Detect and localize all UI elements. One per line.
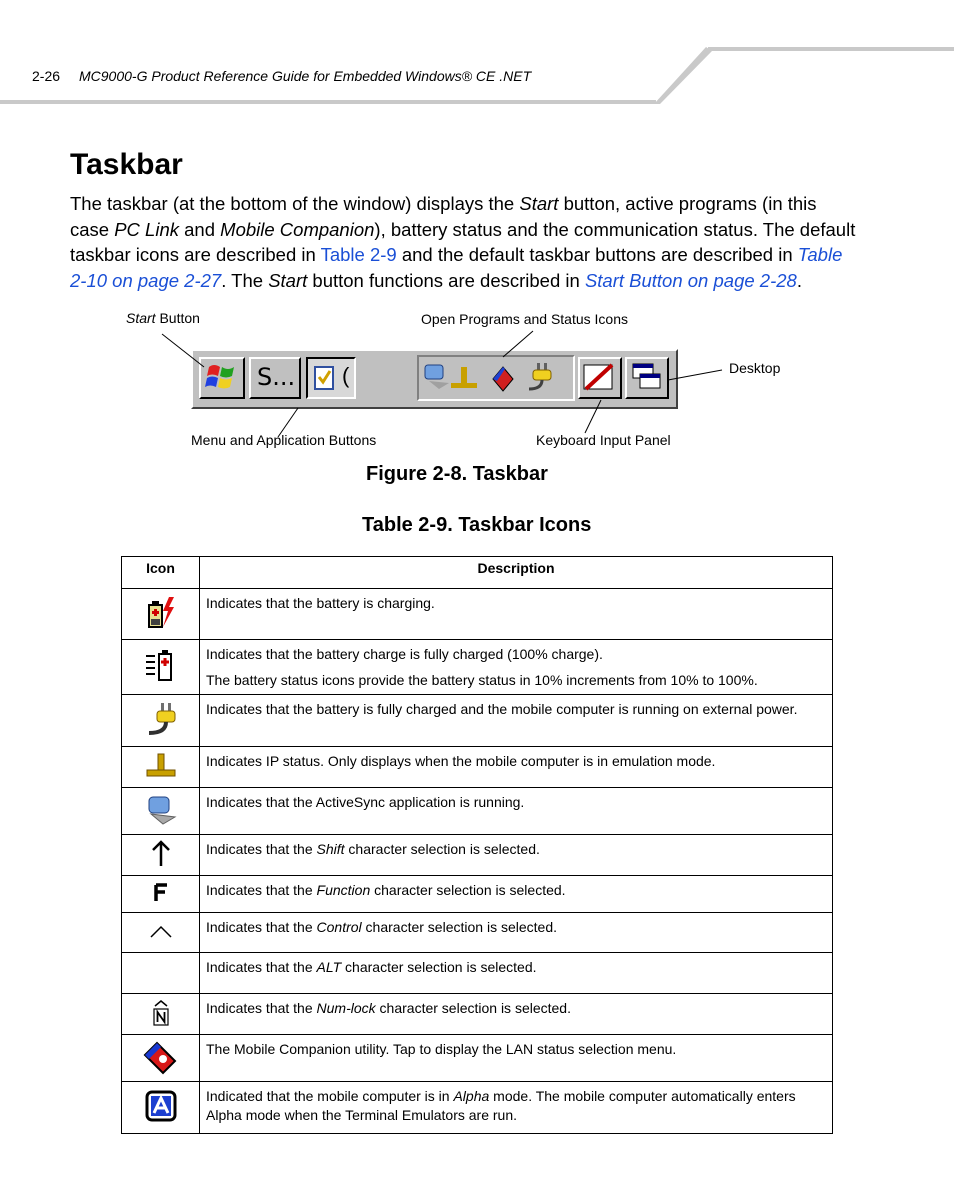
table-row: Indicates that the Function character selection is selected. (122, 876, 833, 913)
external-power-icon (141, 699, 181, 739)
table-row: Indicates that the ALT character selection is selected. (122, 953, 833, 994)
app-button-active[interactable]: ( (306, 357, 356, 399)
figure-caption: Figure 2-8. Taskbar (366, 463, 548, 485)
app-button-s[interactable]: S... (249, 357, 301, 399)
table-row: Indicates that the Shift character selection is selected. (122, 835, 833, 876)
control-caret-icon (146, 917, 176, 945)
table-row: Indicates that the battery is fully charged and the mobile computer is running on external power. (122, 695, 833, 747)
section-title: Taskbar (70, 148, 183, 181)
page-number: 2-26 (32, 68, 61, 84)
shift-arrow-icon (146, 838, 176, 870)
activesync-icon (141, 792, 181, 828)
table-row: The Mobile Companion utility. Tap to display the LAN status selection menu. (122, 1035, 833, 1082)
table-row: Indicates that the ActiveSync application is running. (122, 788, 833, 835)
table-caption: Table 2-9. Taskbar Icons (362, 514, 592, 536)
table-row: Indicates that the Control character selection is selected. (122, 913, 833, 953)
battery-charging-icon (141, 595, 181, 631)
alpha-mode-icon (143, 1088, 179, 1124)
table-row: Indicates that the Num-lock character selection is selected. (122, 994, 833, 1035)
link-start-button[interactable]: Start Button on page 2-28 (584, 269, 797, 291)
table-header-row (122, 557, 833, 589)
col-header-description: Description (200, 557, 833, 589)
guide-title: MC9000-G Product Reference Guide for Embedded Windows® CE .NET (79, 68, 532, 84)
callout-leaders (0, 0, 954, 460)
callout-keyboard-panel: Keyboard Input Panel (536, 432, 671, 448)
callout-menu-buttons: Menu and Application Buttons (191, 432, 377, 448)
table-row: Indicates that the battery charge is fully charged (100% charge). The battery status icons provide the battery status in 10% increments from 10% to 100%. (122, 640, 833, 695)
link-table-2-10[interactable]: Table 2-10 on page 2-27 (70, 244, 843, 291)
intro-paragraph: The taskbar (at the bottom of the window) displays the Start button, active programs (in this case PC Link and Mobile Companion), battery status and the communication status. The default taskbar icons are described in Table 2-9 and the default taskbar buttons are described in Table 2-10 on page 2-27. The Start button functions are described in Start Button on page 2-28. (70, 193, 856, 291)
callout-open-programs: Open Programs and Status Icons (421, 311, 628, 327)
table-row: Indicates IP status. Only displays when the mobile computer is in emulation mode. (122, 747, 833, 788)
taskbar-icons-table (121, 556, 833, 1134)
col-header-icon: Icon (122, 557, 200, 589)
function-f-icon (146, 879, 176, 907)
mobile-companion-icon (141, 1039, 181, 1075)
table-row: Indicates that the battery is charging. (122, 589, 833, 640)
battery-full-icon (141, 646, 181, 686)
callout-start-button: Start Button (126, 310, 200, 326)
ip-status-icon (141, 750, 181, 782)
callout-desktop: Desktop (729, 360, 781, 376)
table-row: Indicated that the mobile computer is in Alpha mode. The mobile computer automatically enters Alpha mode when the Terminal Emulators are run. (122, 1082, 833, 1134)
num-lock-icon (146, 998, 176, 1028)
link-table-2-9[interactable]: Table 2-9 (320, 244, 397, 265)
